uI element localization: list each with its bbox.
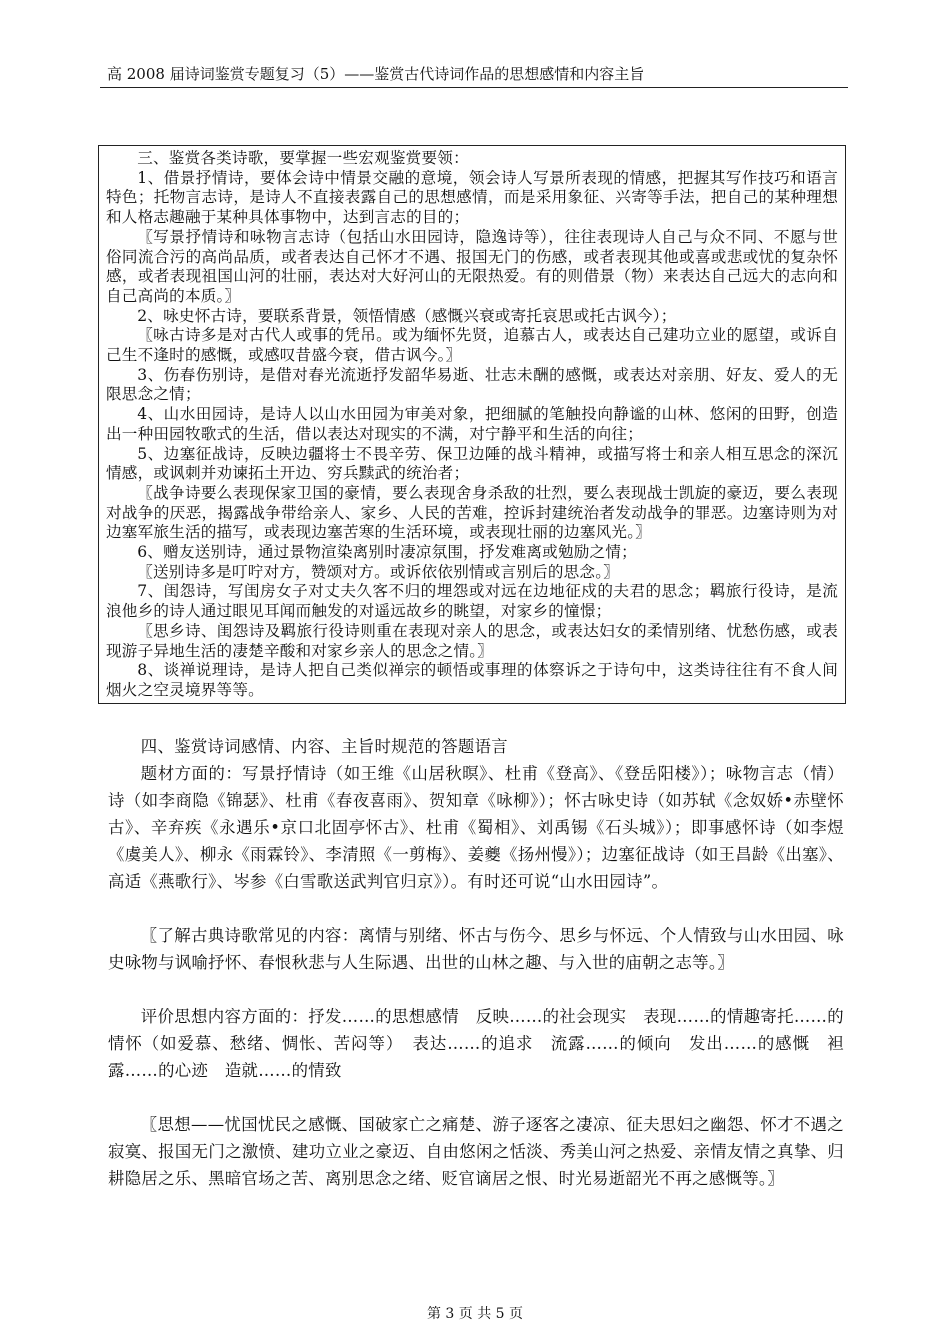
content-paragraph: 〖了解古典诗歌常见的内容：离情与别绪、怀古与伤今、思乡与怀远、个人情致与山水田园、咏史咏物与讽喻抒怀、春恨秋悲与人生际遇、出世的山林之趣、与入世的庙朝之志等。〗 [108, 926, 844, 972]
page-footer: 第 3 页 共 5 页 [426, 1306, 524, 1322]
box-paragraph: 7、闺怨诗，写闺房女子对丈夫久客不归的埋怨或对远在边地征戍的夫君的思念；羁旅行役诗，是流浪他乡的诗人通过眼见耳闻而触发的对遥远故乡的眺望，对家乡的憧憬； [106, 582, 838, 621]
box-paragraph: 3、伤春伤别诗，是借对春光流逝抒发韶华易逝、壮志未酬的感慨，或表达对亲朋、好友、爱人的无限思念之情； [106, 365, 838, 404]
box-paragraph: 〖送别诗多是叮咛对方，赞颂对方。或诉依依别情或言别后的思念。〗 [137, 562, 619, 581]
evaluate-paragraph: 评价思想内容方面的：抒发……的思想感情 反映……的社会现实 表现……的情趣寄托……的情怀（如爱慕、愁绪、惆怅、苦闷等） 表达……的追求 流露……的倾向 发出……的感慨 袒露……的心迹 造就……的情致 [108, 1007, 844, 1080]
box-paragraph: 1、借景抒情诗，要体会诗中情景交融的意境，领会诗人写景所表现的情感，把握其写作技巧和语言特色；托物言志诗，是诗人不直接表露自己的思想感情，而是采用象征、兴寄等手法，把自己的某种理想和人格志趣融于某种具体事物中，达到言志的目的； [106, 168, 838, 227]
box-paragraph: 〖战争诗要么表现保家卫国的豪情，要么表现舍身杀敌的壮烈，要么表现战士凯旋的豪迈，要么表现对战争的厌恶，揭露战争带给亲人、家乡、人民的苦难，控诉封建统治者发动战争的罪恶。边塞诗则为对边塞军旅生活的描写，或表现边塞苦寒的生活环境，或表现壮丽的边塞风光。〗 [106, 483, 838, 542]
box-paragraph: 〖写景抒情诗和咏物言志诗（包括山水田园诗，隐逸诗等），往往表现诗人自己与众不同、不愿与世俗同流合污的高尚品质，或者表达自己怀才不遇、报国无门的伤感，或者表现其他或喜或悲或忧的复杂怀感，或者表现祖国山河的壮丽，表达对大好河山的无限热爱。有的则借景（物）来表达自己远大的志向和自己高尚的本质。〗 [106, 227, 838, 305]
spacer [108, 895, 844, 922]
main-content [108, 733, 844, 1192]
box-paragraph: 2、咏史怀古诗，要联系背景，领悟情感（感慨兴衰或寄托哀思或托古讽今）； [137, 306, 677, 325]
section-heading: 四、鉴赏诗词感情、内容、主旨时规范的答题语言 [140, 737, 508, 756]
box-paragraph: 〖思乡诗、闺怨诗及羁旅行役诗则重在表现对亲人的思念，或表达妇女的柔情别绪、忧愁伤感，或表现游子异地生活的凄楚辛酸和对家乡亲人的思念之情。〗 [106, 621, 838, 660]
box-paragraph: 5、边塞征战诗，反映边疆将士不畏辛劳、保卫边陲的战斗精神，或描写将士和亲人相互思念的深沉情感，或讽刺并劝谏拓土开边、穷兵黩武的统治者； [106, 444, 838, 483]
spacer [108, 976, 844, 1003]
spacer [108, 1084, 844, 1111]
thought-paragraph: 〖思想——忧国忧民之感慨、国破家亡之痛楚、游子逐客之凄凉、征夫思妇之幽怨、怀才不遇之寂寞、报国无门之激愤、建功立业之豪迈、自由悠闲之恬淡、秀美山河之热爱、亲情友情之真挚、归耕隐居之乐、黑暗官场之苦、离别思念之绪、贬官谪居之恨、时光易逝韶光不再之感慨等。〗 [108, 1115, 844, 1188]
page-header: 高 2008 届诗词鉴赏专题复习（5）——鉴赏古代诗词作品的思想感情和内容主旨 [107, 65, 645, 83]
box-paragraph: 三、鉴赏各类诗歌，要掌握一些宏观鉴赏要领： [137, 149, 469, 167]
box-paragraph: 4、山水田园诗，是诗人以山水田园为审美对象，把细腻的笔触投向静谧的山林、悠闲的田野，创造出一种田园牧歌式的生活，借以表达对现实的不满，对宁静平和生活的向往； [106, 405, 838, 443]
box-paragraph: 6、赠友送别诗，通过景物渲染离别时凄凉氛围，抒发难离或勉励之情； [137, 543, 637, 562]
subject-paragraph: 题材方面的：写景抒情诗（如王维《山居秋暝》、杜甫《登高》、《登岳阳楼》）；咏物言志（情）诗（如李商隐《锦瑟》、杜甫《春夜喜雨》、贺知章《咏柳》）；怀古咏史诗（如苏轼《念奴娇•赤壁怀古》、辛弃疾《永遇乐•京口北固亭怀古》、杜甫《蜀相》、刘禹锡《石头城》）；即事感怀诗（如李煜《虞美人》、柳永《雨霖铃》、李清照《一剪梅》、姜夔《扬州慢》）；边塞征战诗（如王昌龄《出塞》、高适《燕歌行》、岑参《白雪歌送武判官归京》）。有时还可说“山水田园诗”。 [108, 764, 844, 891]
appreciation-essentials-box [98, 145, 846, 704]
box-paragraph: 〖咏古诗多是对古代人或事的凭吊。或为缅怀先贤，追慕古人，或表达自己建功立业的愿望，或诉自己生不逢时的感慨，或感叹昔盛今衰，借古讽今。〗 [106, 326, 838, 365]
header-divider [100, 87, 848, 88]
box-paragraph: 8、谈禅说理诗，是诗人把自己类似禅宗的顿悟或事理的体察诉之于诗句中，这类诗往往有不食人间烟火之空灵境界等等。 [106, 661, 838, 699]
